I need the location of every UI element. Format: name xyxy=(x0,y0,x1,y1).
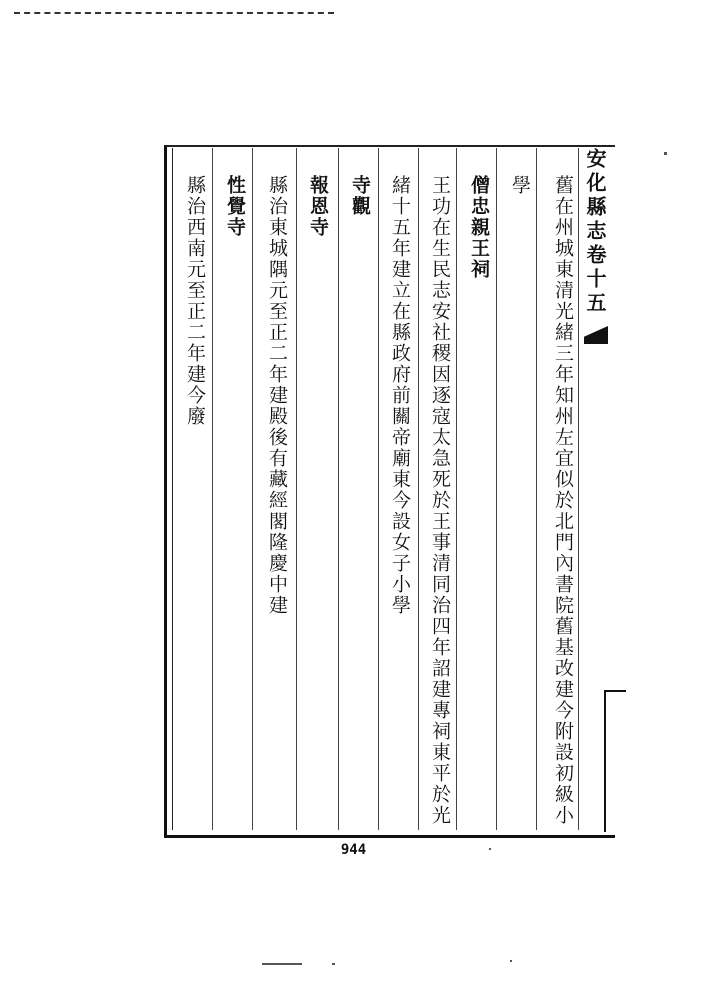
banner-edge xyxy=(604,690,626,832)
column-rule xyxy=(296,148,297,830)
column-rule xyxy=(578,148,579,830)
scan-speck xyxy=(489,848,491,850)
section-heading: 寺觀 xyxy=(349,175,371,217)
column-rule xyxy=(536,148,537,830)
column-rule xyxy=(338,148,339,830)
entry-heading: 性覺寺 xyxy=(224,175,246,238)
column-rule xyxy=(456,148,457,830)
entry-heading: 報恩寺 xyxy=(307,175,329,238)
page-number: 944 xyxy=(340,842,367,858)
column-rule xyxy=(378,148,379,830)
banner-title: 安化縣志卷十五 xyxy=(583,148,607,316)
text-column: 王功在生民志安社稷因逐寇太急死於王事清同治四年詔建專祠東平於光 xyxy=(429,175,451,826)
entry-heading: 僧忠親王祠 xyxy=(468,175,490,280)
text-column: 學 xyxy=(509,175,531,196)
scan-speck xyxy=(332,963,335,965)
scan-speck xyxy=(510,960,512,962)
frame-inner-border xyxy=(172,148,173,830)
column-rule xyxy=(212,148,213,830)
text-column: 縣治東城隅元至正二年建殿後有藏經閣隆慶中建 xyxy=(266,175,288,616)
top-dashed-rule xyxy=(14,12,334,14)
text-column: 舊在州城東清光緒三年知州左宜似於北門內書院舊基改建今附設初級小 xyxy=(552,175,574,826)
column-rule xyxy=(496,148,497,830)
text-column: 緒十五年建立在縣政府前關帝廟東今設女子小學 xyxy=(389,175,411,616)
column-rule xyxy=(252,148,253,830)
scan-speck xyxy=(664,152,667,155)
column-rule xyxy=(418,148,419,830)
text-column: 縣治西南元至正二年建今廢 xyxy=(184,175,206,427)
scan-speck xyxy=(262,963,302,965)
